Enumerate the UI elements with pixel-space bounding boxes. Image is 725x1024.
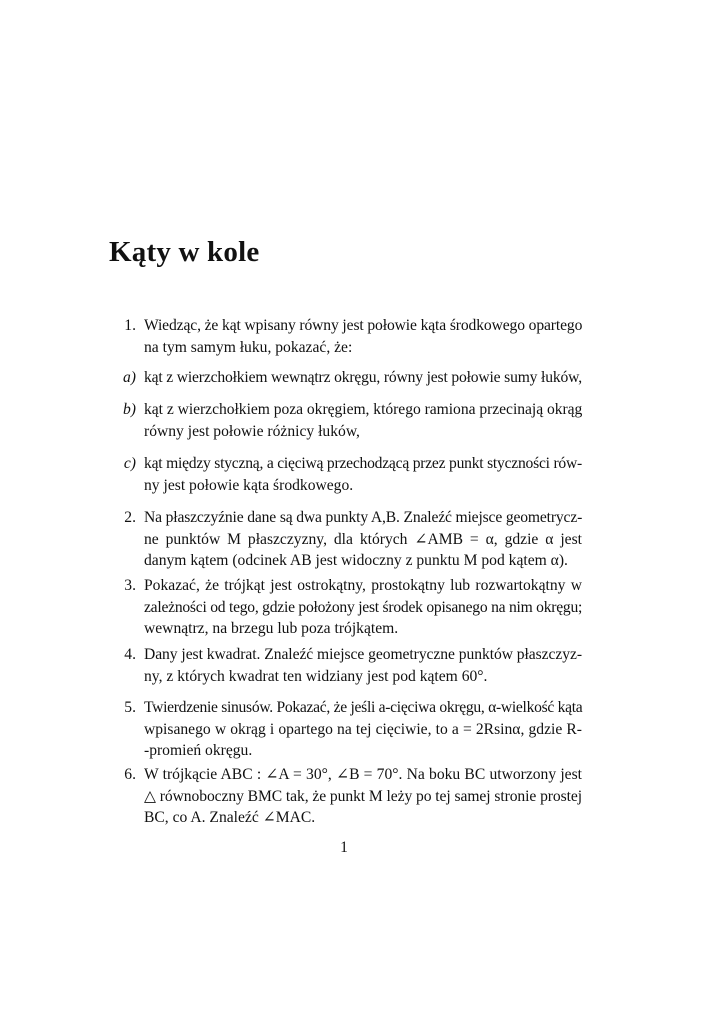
text-line: danym kątem (odcinek AB jest widoczny z punktu M pod kątem α).: [144, 552, 568, 569]
item-text: [144, 399, 582, 442]
page-title: Kąty w kole: [109, 236, 260, 268]
text-line: kąt z wierzchołkiem poza okręgiem, którego ramiona przecinają okrąg: [144, 401, 583, 418]
text-line: kąt między styczną, a cięciwą przechodzącą przez punkt styczności rów-: [144, 455, 582, 472]
item-number: 3.: [124, 577, 136, 594]
page-number: 1: [340, 839, 348, 856]
text-line: Wiedząc, że kąt wpisany równy jest połowie kąta środkowego opartego: [144, 317, 583, 334]
item-number: 2.: [124, 509, 136, 526]
item-text: [144, 315, 582, 358]
text-line: Na płaszczyźnie dane są dwa punkty A,B. Znaleźć miejsce geometrycz-: [144, 509, 583, 526]
item-number: 4.: [124, 646, 136, 663]
text-line: równy jest połowie różnicy łuków,: [144, 422, 360, 440]
text-line: zależności od tego, gdzie położony jest środek opisanego na nim okręgu;: [144, 598, 583, 616]
item-text: [144, 453, 582, 496]
text-line: ny jest połowie kąta środkowego.: [144, 476, 354, 494]
text-line: Pokazać, że trójkąt jest ostrokątny, prostokątny lub rozwartokątny w: [144, 577, 582, 594]
item-letter: b): [123, 401, 136, 418]
text-line: wpisanego w okrąg i opartego na tej cięciwie, to a = 2Rsinα, gdzie R-: [144, 720, 582, 738]
text-line: BC, co A. Znaleźć ∠MAC.: [144, 809, 316, 826]
item-text: [144, 507, 582, 572]
item-text: [144, 367, 582, 389]
text-line: -promień okręgu.: [144, 742, 253, 759]
text-line: ne punktów M płaszczyzny, dla których ∠AMB = α, gdzie α jest: [144, 530, 582, 548]
item-text: [144, 575, 582, 640]
text-line: na tym samym łuku, pokazać, że:: [144, 338, 353, 356]
item-letter: c): [123, 455, 136, 472]
text-line: kąt z wierzchołkiem wewnątrz okręgu, równy jest połowie sumy łuków,: [144, 369, 582, 386]
item-number: 1.: [124, 317, 136, 334]
item-letter: a): [123, 369, 136, 386]
item-text: [144, 697, 582, 762]
text-line: Dany jest kwadrat. Znaleźć miejsce geometryczne punktów płaszczyz-: [144, 646, 582, 663]
text-line: ny, z których kwadrat ten widziany jest pod kątem 60°.: [144, 667, 488, 685]
item-text: [144, 644, 582, 687]
text-line: △ równoboczny BMC tak, że punkt M leży po tej samej stronie prostej: [144, 787, 582, 805]
text-line: W trójkącie ABC : ∠A = 30°, ∠B = 70°. Na boku BC utworzony jest: [144, 766, 582, 783]
item-text: [144, 764, 582, 829]
text-line: wewnątrz, na brzegu lub poza trójkątem.: [144, 620, 399, 637]
item-number: 6.: [124, 766, 136, 783]
text-line: Twierdzenie sinusów. Pokazać, że jeśli a-cięciwa okręgu, α-wielkość kąta: [144, 699, 583, 716]
item-number: 5.: [124, 699, 136, 716]
